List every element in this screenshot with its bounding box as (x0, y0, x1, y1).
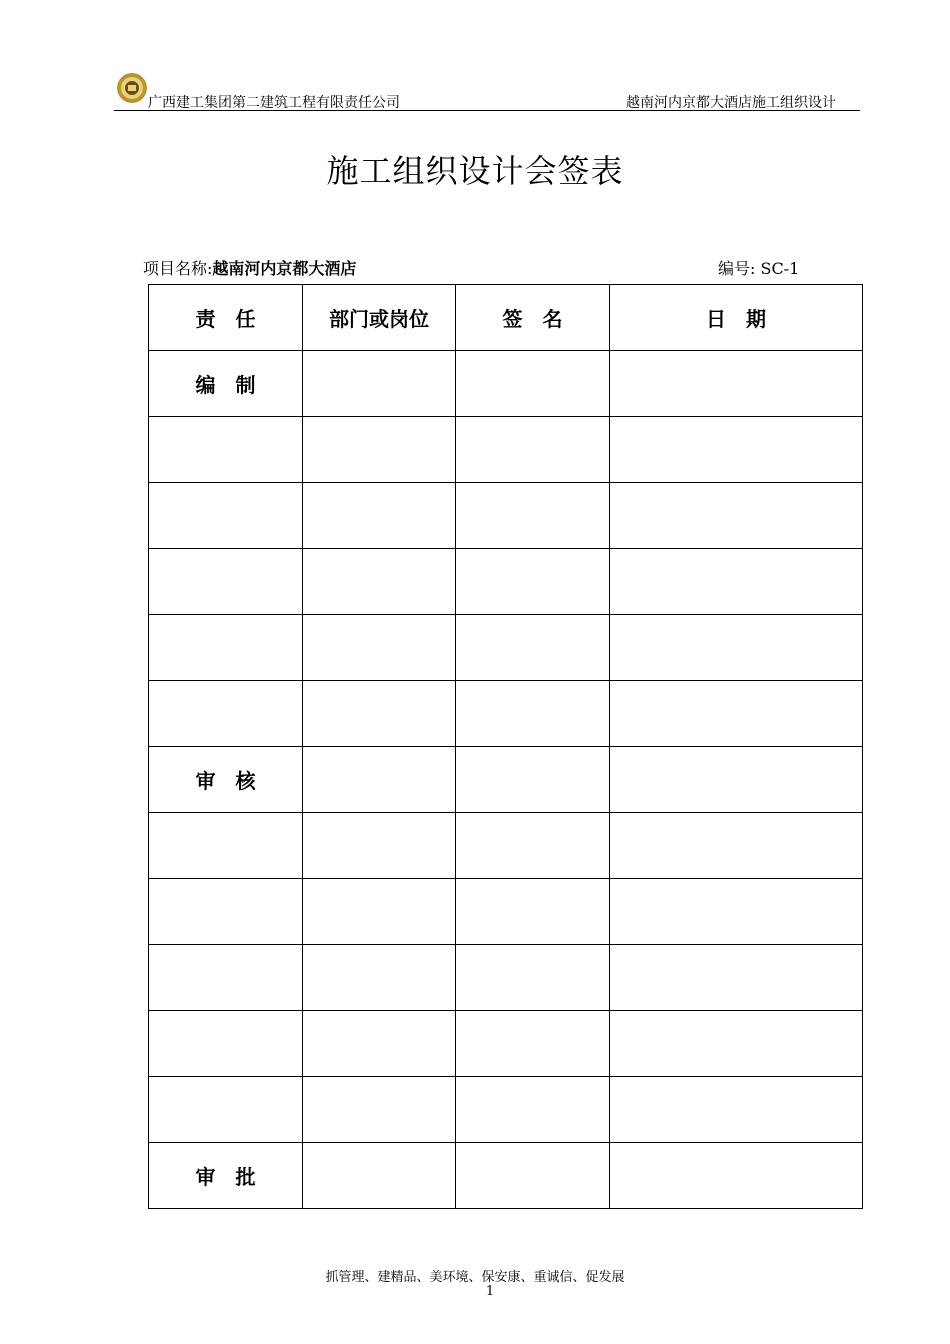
department-cell[interactable] (303, 747, 456, 813)
responsibility-cell (149, 417, 303, 483)
table-row (149, 813, 863, 879)
department-cell[interactable] (303, 813, 456, 879)
header-date: 日 期 (610, 285, 863, 351)
table-row (149, 747, 863, 813)
department-cell[interactable] (303, 417, 456, 483)
date-cell[interactable] (610, 945, 863, 1011)
footer-motto: 抓管理、建精品、美环境、保安康、重诚信、促发展 (325, 1270, 625, 1285)
table-header-row (149, 285, 863, 351)
responsibility-cell: 审 批 (149, 1143, 303, 1209)
responsibility-cell (149, 945, 303, 1011)
responsibility-cell (149, 879, 303, 945)
table-row (149, 945, 863, 1011)
date-cell[interactable] (610, 417, 863, 483)
table-row (149, 549, 863, 615)
signature-cell[interactable] (456, 483, 610, 549)
company-logo-icon (116, 72, 148, 104)
signature-cell[interactable] (456, 417, 610, 483)
signature-cell[interactable] (456, 681, 610, 747)
date-cell[interactable] (610, 1143, 863, 1209)
project-label: 项目名称: (143, 259, 213, 278)
signature-cell[interactable] (456, 1011, 610, 1077)
department-cell[interactable] (303, 1077, 456, 1143)
department-cell[interactable] (303, 615, 456, 681)
signature-cell[interactable] (456, 747, 610, 813)
table-row (149, 417, 863, 483)
signature-cell[interactable] (456, 351, 610, 417)
date-cell[interactable] (610, 1077, 863, 1143)
document-number: 编号: SC-1 (718, 259, 800, 278)
header-responsibility: 责 任 (149, 285, 303, 351)
responsibility-cell: 审 核 (149, 747, 303, 813)
project-name: 越南河内京都大酒店 (212, 259, 357, 278)
date-cell[interactable] (610, 681, 863, 747)
date-cell[interactable] (610, 813, 863, 879)
responsibility-cell: 编 制 (149, 351, 303, 417)
signoff-table (148, 284, 863, 1209)
table-row (149, 1077, 863, 1143)
department-cell[interactable] (303, 483, 456, 549)
department-cell[interactable] (303, 681, 456, 747)
date-cell[interactable] (610, 351, 863, 417)
signature-cell[interactable] (456, 1143, 610, 1209)
date-cell[interactable] (610, 1011, 863, 1077)
department-cell[interactable] (303, 945, 456, 1011)
department-cell[interactable] (303, 549, 456, 615)
table-row (149, 483, 863, 549)
header-signature: 签 名 (456, 285, 610, 351)
responsibility-cell (149, 1077, 303, 1143)
date-cell[interactable] (610, 747, 863, 813)
date-cell[interactable] (610, 549, 863, 615)
department-cell[interactable] (303, 1143, 456, 1209)
date-cell[interactable] (610, 879, 863, 945)
page-title: 施工组织设计会签表 (326, 152, 624, 190)
page-number: 1 (485, 1284, 495, 1299)
project-line (143, 256, 356, 279)
department-cell[interactable] (303, 351, 456, 417)
header-department: 部门或岗位 (303, 285, 456, 351)
signature-cell[interactable] (456, 813, 610, 879)
table-row (149, 615, 863, 681)
signature-cell[interactable] (456, 615, 610, 681)
table-row (149, 879, 863, 945)
company-name: 广西建工集团第二建筑工程有限责任公司 (148, 95, 400, 111)
table-row (149, 681, 863, 747)
table-row (149, 351, 863, 417)
responsibility-cell (149, 1011, 303, 1077)
date-cell[interactable] (610, 615, 863, 681)
date-cell[interactable] (610, 483, 863, 549)
responsibility-cell (149, 549, 303, 615)
signature-cell[interactable] (456, 549, 610, 615)
page-header (114, 70, 860, 111)
department-cell[interactable] (303, 879, 456, 945)
table-row (149, 1011, 863, 1077)
responsibility-cell (149, 615, 303, 681)
responsibility-cell (149, 813, 303, 879)
document-title-header: 越南河内京都大酒店施工组织设计 (626, 95, 836, 111)
responsibility-cell (149, 483, 303, 549)
responsibility-cell (149, 681, 303, 747)
signature-cell[interactable] (456, 879, 610, 945)
table-row (149, 1143, 863, 1209)
signature-cell[interactable] (456, 945, 610, 1011)
signature-cell[interactable] (456, 1077, 610, 1143)
department-cell[interactable] (303, 1011, 456, 1077)
